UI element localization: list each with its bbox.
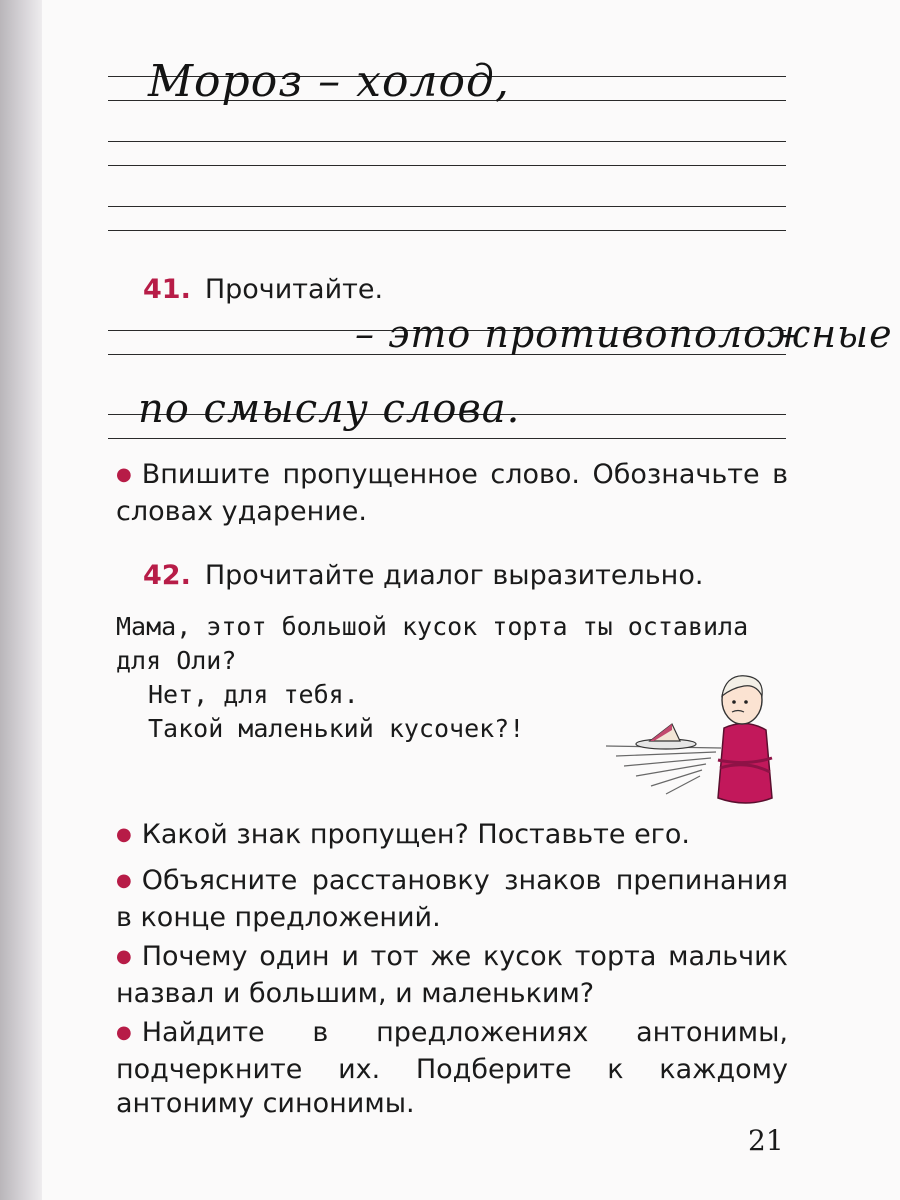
dialog-line-2 <box>148 678 359 712</box>
handwritten-answer-1: Мороз – холод, <box>148 56 510 107</box>
task-41-heading <box>143 274 383 305</box>
instruction-item <box>116 864 788 935</box>
instruction-text: Какой знак пропущен? Поставьте его. <box>141 819 690 850</box>
instruction-text: Почему один и тот же кусок торта мальчик назвал и большим, и маленьким? <box>116 941 788 1009</box>
task-42-heading <box>143 560 703 591</box>
task-title: Прочитайте. <box>204 274 384 305</box>
book-gutter <box>0 0 42 1200</box>
task-title: Прочитайте диалог выразительно. <box>204 560 704 591</box>
dialog-text: Нет, для тебя. <box>148 680 359 709</box>
handwritten-answer-3: по смыслу слова. <box>138 386 521 432</box>
page-number: 21 <box>748 1124 784 1157</box>
instruction-item <box>116 818 788 855</box>
task-number: 42. <box>143 560 191 591</box>
handwritten-answer-2: – это противоположные <box>355 312 893 356</box>
bullet-icon: ● <box>116 946 132 967</box>
instruction-text: Впишите пропущенное слово. Обозначьте в словах ударение. <box>116 459 788 527</box>
writing-line <box>108 438 786 439</box>
instruction-text: Объясните расстановку знаков препинания в конце предложений. <box>116 865 788 933</box>
dialog-text: Мама, этот большой кусок торта ты оставила для Оли? <box>116 612 749 675</box>
instruction-item <box>116 1016 788 1121</box>
dialog-text: Такой маленький кусочек?! <box>148 714 525 743</box>
boy-with-cake-illustration <box>606 668 776 818</box>
instruction-item <box>116 940 788 1011</box>
bullet-icon: ● <box>116 464 132 485</box>
bullet-icon: ● <box>116 1022 132 1043</box>
writing-line <box>108 206 786 207</box>
writing-line <box>108 141 786 142</box>
writing-line <box>108 230 786 231</box>
bullet-icon: ● <box>116 824 132 845</box>
bullet-icon: ● <box>116 870 132 891</box>
writing-line <box>108 165 786 166</box>
dialog-line-3 <box>148 712 524 746</box>
instruction-item <box>116 458 788 529</box>
instruction-text: Найдите в предложениях антонимы, подчеркните их. Подберите к каждому антониму синонимы. <box>116 1017 788 1119</box>
task-number: 41. <box>143 274 191 305</box>
